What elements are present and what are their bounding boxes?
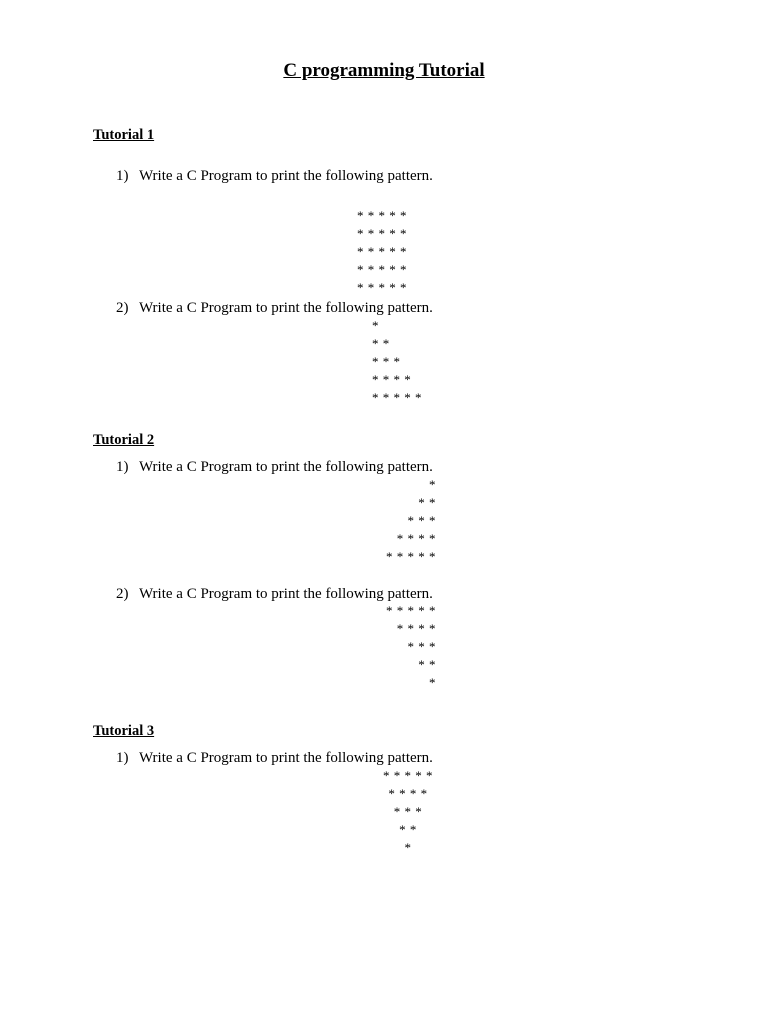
tutorial-1-question-2-number: 2) (116, 300, 129, 316)
tutorial-1-question-1-number: 1) (116, 168, 129, 184)
pattern-row: * * * * * (383, 768, 433, 783)
pattern-row: * * * * * (386, 549, 436, 564)
pattern-row: * * (418, 657, 436, 672)
tutorial-3-heading: Tutorial 3 (93, 723, 155, 739)
tutorial-1-heading: Tutorial 1 (93, 127, 155, 143)
tutorial-2-heading: Tutorial 2 (93, 432, 155, 448)
tutorial-1-question-1-text: Write a C Program to print the following pattern. (139, 168, 433, 184)
tutorial-3-question-1-text: Write a C Program to print the following pattern. (139, 750, 433, 766)
pattern-row: * (372, 318, 379, 333)
tutorial-3-question-1-number: 1) (116, 750, 129, 766)
tutorial-2-question-1-number: 1) (116, 459, 129, 475)
pattern-row: * * (372, 336, 390, 351)
pattern-row: * * * * (388, 786, 428, 801)
tutorial-2-question-2-text: Write a C Program to print the following pattern. (139, 586, 433, 602)
pattern-row: * * * * * (372, 390, 422, 405)
pattern-row: * * * * (396, 621, 436, 636)
pattern-row: * * * * * (357, 208, 407, 223)
pattern-row: * * * * (396, 531, 436, 546)
pattern-row: * * * * * (357, 262, 407, 277)
pattern-row: * (429, 477, 436, 492)
pattern-row: * * * * * (357, 226, 407, 241)
pattern-row: * (404, 840, 412, 855)
tutorial-1-question-2-text: Write a C Program to print the following pattern. (139, 300, 433, 316)
tutorial-2-question-2-number: 2) (116, 586, 129, 602)
document-title: C programming Tutorial (283, 60, 485, 81)
pattern-row: * * * (393, 804, 423, 819)
pattern-row: * (429, 675, 436, 690)
pattern-row: * * * (407, 639, 436, 654)
pattern-row: * * (418, 495, 436, 510)
pattern-row: * * * * (372, 372, 412, 387)
pattern-row: * * * * * (357, 244, 407, 259)
pattern-row: * * * * * (357, 280, 407, 295)
pattern-row: * * * (372, 354, 401, 369)
pattern-row: * * * (407, 513, 436, 528)
tutorial-2-question-1-text: Write a C Program to print the following pattern. (139, 459, 433, 475)
pattern-row: * * * * * (386, 603, 436, 618)
pattern-row: * * (399, 822, 417, 837)
